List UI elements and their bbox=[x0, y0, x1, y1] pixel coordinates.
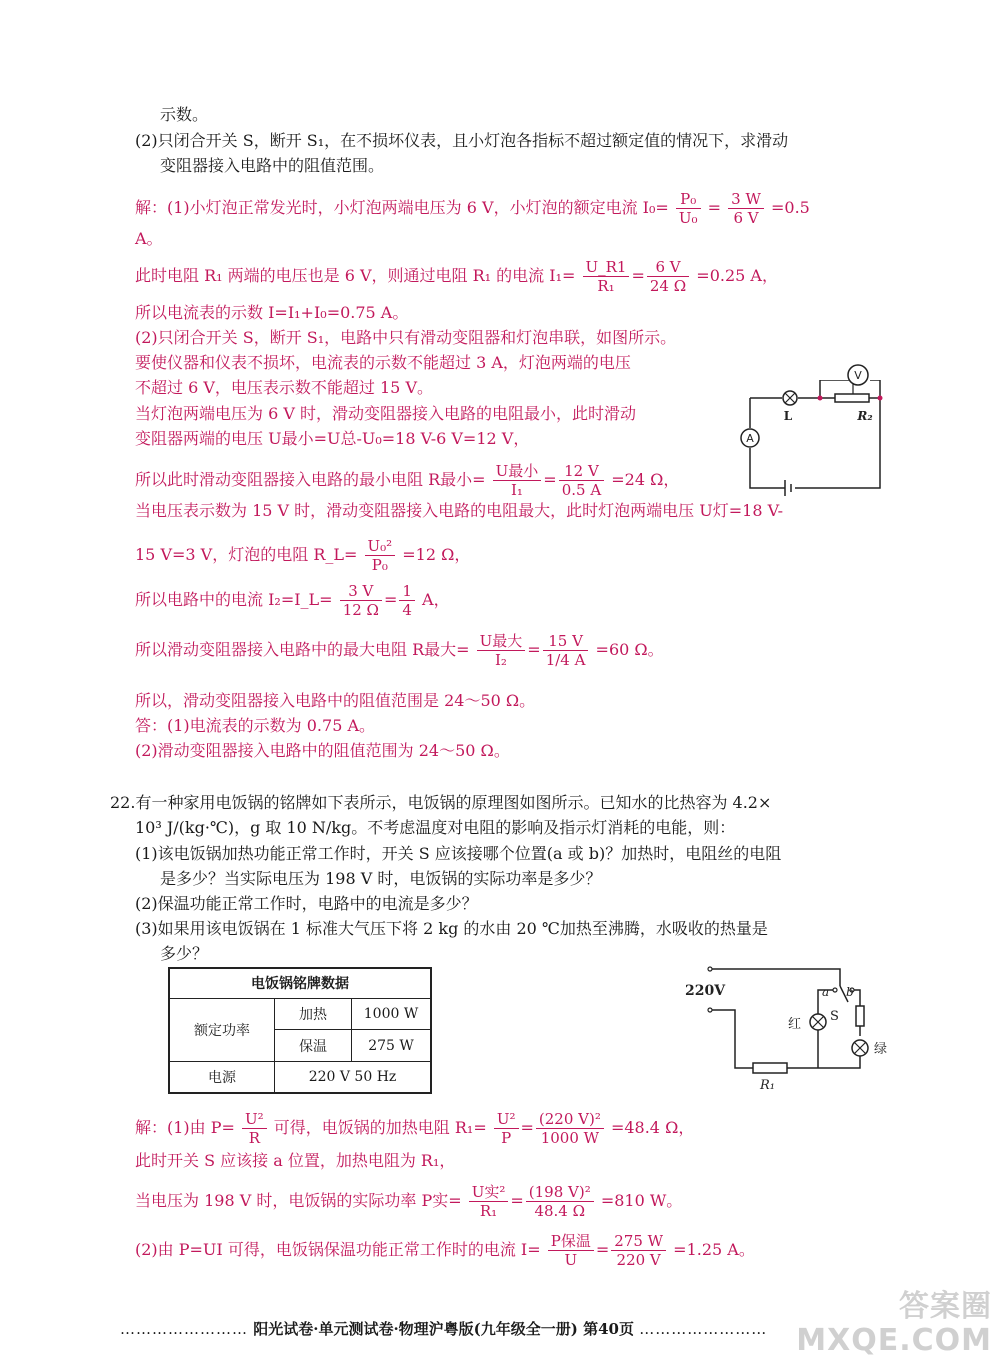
fraction bbox=[477, 632, 526, 669]
numerator: (220 V)² bbox=[536, 1110, 604, 1129]
footer-dots: …………………… bbox=[120, 1320, 248, 1338]
numerator: P保温 bbox=[548, 1232, 594, 1251]
solution-line: 当电压为 198 V 时，电饭锅的实际功率 P实= $\frac{\text{U实²}}{\text{R₁}}$ = $\frac{\text{(198 V)²}}{48.4 \Omega}$ =810 W。 bbox=[135, 1183, 683, 1220]
table-cell: 220 V 50 Hz bbox=[275, 1061, 432, 1093]
numerator: P₀ bbox=[676, 190, 701, 209]
solution-line: 此时开关 S 应该接 a 位置，加热电阻为 R₁， bbox=[135, 1151, 456, 1170]
text: =60 Ω。 bbox=[595, 640, 664, 659]
voltmeter-label: V bbox=[854, 369, 862, 382]
green-label: 绿 bbox=[874, 1042, 888, 1057]
contact-a-label: a bbox=[822, 985, 830, 999]
fraction bbox=[647, 258, 689, 295]
denominator: U bbox=[564, 1251, 578, 1269]
fraction bbox=[728, 190, 764, 227]
text: =24 Ω， bbox=[611, 470, 680, 489]
fraction bbox=[494, 1110, 519, 1147]
numerator: 3 W bbox=[728, 190, 764, 209]
question-line: 22.有一种家用电饭锅的铭牌如下表所示，电饭锅的原理图如图所示。已知水的比热容为 4.2× bbox=[110, 793, 772, 812]
numerator: 3 V bbox=[340, 582, 382, 601]
denominator: R₁ bbox=[597, 277, 615, 295]
solution-line: 所以滑动变阻器接入电路中的最大电阻 R最大= $\frac{\text{U最大}}{\text{I₂}}$ = $\frac{15 V}{1/4 A}$ =60 Ω。 bbox=[135, 632, 664, 669]
solution-line: 不超过 6 V，电压表示数不能超过 15 V。 bbox=[135, 378, 433, 397]
red-lamp-icon bbox=[810, 1014, 826, 1030]
denominator: I₂ bbox=[494, 651, 507, 669]
fraction bbox=[559, 462, 604, 499]
text: 15 V=3 V，灯泡的电阻 R_L= bbox=[135, 545, 358, 564]
solution-line: 所以电流表的示数 I=I₁+I₀=0.75 A。 bbox=[135, 303, 409, 322]
denominator: P₀ bbox=[371, 556, 388, 574]
text-line: (2)只闭合开关 S，断开 S₁，在不损坏仪表，且小灯泡各指标不超过额定值的情况下，求滑动 bbox=[135, 131, 789, 150]
text: 当电压为 198 V 时，电饭锅的实际功率 P实= bbox=[135, 1191, 462, 1210]
solution-line: 当灯泡两端电压为 6 V 时，滑动变阻器接入电路的电阻最小，此时滑动 bbox=[135, 404, 636, 423]
denominator: P bbox=[501, 1129, 512, 1147]
circuit-diagram-1 bbox=[735, 380, 890, 500]
lamp-icon bbox=[783, 391, 797, 405]
numerator: U₀² bbox=[365, 537, 396, 556]
question-line: (2)保温功能正常工作时，电路中的电流是多少？ bbox=[135, 894, 478, 913]
question-line: 多少？ bbox=[160, 944, 209, 963]
voltmeter bbox=[843, 360, 873, 390]
text: =12 Ω， bbox=[402, 545, 471, 564]
text: 可得，电饭锅的加热电阻 R₁= bbox=[273, 1118, 487, 1137]
table-cell: 加热 bbox=[275, 998, 352, 1030]
denominator: 6 V bbox=[733, 209, 759, 227]
voltage-label: 220V bbox=[685, 983, 726, 999]
fraction bbox=[469, 1183, 509, 1220]
denominator: 12 Ω bbox=[342, 601, 379, 619]
table-cell: 额定功率 bbox=[169, 998, 275, 1061]
text: =48.4 Ω， bbox=[610, 1118, 695, 1137]
denominator: 4 bbox=[402, 601, 412, 619]
denominator: 1/4 A bbox=[545, 651, 586, 669]
text: =1.25 A。 bbox=[673, 1240, 755, 1259]
solution-line: 所以此时滑动变阻器接入电路的最小电阻 R最小= $\frac{\text{U最小}}{\text{I₁}}$ = $\frac{12 V}{0.5 A}$ =24 Ω， bbox=[135, 462, 680, 499]
text-line: 示数。 bbox=[160, 105, 209, 124]
fraction bbox=[543, 632, 589, 669]
rheostat-label: R₂ bbox=[857, 409, 873, 423]
numerator: (198 V)² bbox=[526, 1183, 594, 1202]
text: (2)由 P=UI 可得，电饭锅保温功能正常工作时的电流 I= bbox=[135, 1240, 541, 1259]
denominator: R₁ bbox=[479, 1202, 498, 1220]
text: =810 W。 bbox=[600, 1191, 683, 1210]
fraction bbox=[548, 1232, 594, 1269]
text: 此时电阻 R₁ 两端的电压也是 6 V，则通过电阻 R₁ 的电流 I₁= bbox=[135, 266, 576, 285]
numerator: 1 bbox=[399, 582, 415, 601]
denominator: 1000 W bbox=[540, 1129, 600, 1147]
numerator: U实² bbox=[469, 1183, 509, 1202]
text: 所以此时滑动变阻器接入电路的最小电阻 R最小= bbox=[135, 470, 486, 489]
watermark-logo bbox=[796, 1290, 992, 1358]
numerator: U最小 bbox=[493, 462, 542, 481]
solution-line bbox=[135, 190, 810, 227]
resistor-icon bbox=[856, 1006, 864, 1026]
text: 解：(1)由 P= bbox=[135, 1118, 235, 1137]
question-line: 是多少？当实际电压为 198 V 时，电饭锅的实际功率是多少？ bbox=[160, 869, 602, 888]
nameplate-table bbox=[168, 967, 432, 1094]
denominator: 48.4 Ω bbox=[534, 1202, 586, 1220]
table-cell: 1000 W bbox=[352, 998, 432, 1030]
fraction bbox=[536, 1110, 604, 1147]
numerator: U² bbox=[494, 1110, 519, 1129]
solution-line: 所以电路中的电流 I₂=I_L= $\frac{3 V}{12 \Omega}$ = $\frac{1}{4}$ A， bbox=[135, 582, 450, 619]
solution-line: 要使仪器和仪表不损坏，电流表的示数不能超过 3 A，灯泡两端的电压 bbox=[135, 353, 631, 372]
watermark-line: 答案圈 bbox=[899, 1289, 992, 1324]
watermark-line: MXQE.COM bbox=[796, 1323, 992, 1358]
contact-b-label: b bbox=[846, 985, 854, 999]
footer-dots: …………………… bbox=[639, 1320, 768, 1338]
solution-line: 此时电阻 R₁ 两端的电压也是 6 V，则通过电阻 R₁ 的电流 I₁= $\frac{U\_R1}{\text{R₁}}$ = $\frac{6 V}{24 \Omega}$ =0.25 A， bbox=[135, 258, 778, 295]
numerator: 15 V bbox=[543, 632, 589, 651]
text: =0.25 A， bbox=[696, 266, 778, 285]
denominator: U₀ bbox=[678, 209, 698, 227]
text: 解：(1)小灯泡正常发光时，小灯泡两端电压为 6 V，小灯泡的额定电流 I₀= bbox=[135, 198, 669, 217]
numerator: U最大 bbox=[477, 632, 526, 651]
ammeter-label: A bbox=[746, 432, 754, 445]
solution-line: 变阻器两端的电压 U最小=U总-U₀=18 V-6 V=12 V， bbox=[135, 429, 530, 448]
footer-text: 阳光试卷·单元测试卷·物理沪粤版(九年级全一册) 第40页 bbox=[253, 1320, 634, 1338]
solution-line: (2)由 P=UI 可得，电饭锅保温功能正常工作时的电流 I= $\frac{\text{P保温}}{U}$ = $\frac{275 W}{220 V}$ =1.25 A。 bbox=[135, 1232, 755, 1269]
fraction bbox=[399, 582, 415, 619]
denominator: 0.5 A bbox=[561, 481, 602, 499]
numerator: U² bbox=[242, 1110, 267, 1129]
switch-label: S bbox=[830, 1009, 839, 1024]
numerator: U_R1 bbox=[583, 258, 630, 277]
fraction bbox=[526, 1183, 594, 1220]
text: A， bbox=[422, 590, 450, 609]
text: 所以滑动变阻器接入电路中的最大电阻 R最大= bbox=[135, 640, 470, 659]
solution-line: (2)只闭合开关 S，断开 S₁，电路中只有滑动变阻器和灯泡串联，如图所示。 bbox=[135, 328, 677, 347]
solution-line: A。 bbox=[135, 229, 163, 248]
text: = bbox=[707, 198, 722, 217]
denominator: 220 V bbox=[616, 1251, 661, 1269]
green-lamp-icon bbox=[852, 1040, 868, 1056]
table-title: 电饭锅铭牌数据 bbox=[169, 968, 431, 998]
table-cell: 电源 bbox=[169, 1061, 275, 1093]
question-line: (3)如果用该电饭锅在 1 标准大气压下将 2 kg 的水由 20 ℃加热至沸腾，水吸收的热量是 bbox=[135, 919, 768, 938]
fraction bbox=[365, 537, 396, 574]
solution-line bbox=[135, 537, 470, 574]
fraction bbox=[242, 1110, 267, 1147]
numerator: 6 V bbox=[647, 258, 689, 277]
denominator: R bbox=[248, 1129, 260, 1147]
text: 所以电路中的电流 I₂=I_L= bbox=[135, 590, 333, 609]
fraction bbox=[340, 582, 382, 619]
answer-line: (2)滑动变阻器接入电路中的阻值范围为 24～50 Ω。 bbox=[135, 741, 510, 760]
answer-line: 答：(1)电流表的示数为 0.75 A。 bbox=[135, 716, 376, 735]
fraction bbox=[676, 190, 701, 227]
table-cell: 保温 bbox=[275, 1030, 352, 1062]
denominator: 24 Ω bbox=[649, 277, 687, 295]
denominator: I₁ bbox=[510, 481, 523, 499]
fraction bbox=[611, 1232, 666, 1269]
question-line: 10³ J/(kg·℃)，g 取 10 N/kg。不考虑温度对电阻的影响及指示灯消耗的电能，则： bbox=[135, 818, 736, 837]
text: =0.5 bbox=[770, 198, 810, 217]
lamp-label: L bbox=[783, 409, 793, 423]
numerator: 12 V bbox=[559, 462, 604, 481]
solution-line: 所以，滑动变阻器接入电路中的阻值范围是 24～50 Ω。 bbox=[135, 691, 536, 710]
resistor-r1-icon bbox=[753, 1063, 787, 1073]
text-line: 变阻器接入电路中的阻值范围。 bbox=[160, 156, 385, 175]
red-label: 红 bbox=[788, 1017, 802, 1032]
table-cell: 275 W bbox=[352, 1030, 432, 1062]
r1-label: R₁ bbox=[760, 1078, 775, 1093]
fraction bbox=[583, 258, 630, 295]
question-line: (1)该电饭锅加热功能正常工作时，开关 S 应该接哪个位置(a 或 b)？加热时，电阻丝的电阻 bbox=[135, 844, 782, 863]
rheostat-icon bbox=[835, 394, 869, 402]
fraction bbox=[493, 462, 542, 499]
solution-line: 当电压表示数为 15 V 时，滑动变阻器接入电路的电阻最大，此时灯泡两端电压 U灯=18 V- bbox=[135, 501, 784, 520]
numerator: 275 W bbox=[611, 1232, 666, 1251]
circuit-diagram-2 bbox=[680, 962, 895, 1097]
solution-line: 解：(1)由 P= $\frac{\text{U²}}{R}$ 可得，电饭锅的加热电阻 R₁= $\frac{\text{U²}}{P}$ = $\frac{\text{(220 V)²}}{1000 W}$ =48.4 Ω， bbox=[135, 1110, 695, 1147]
